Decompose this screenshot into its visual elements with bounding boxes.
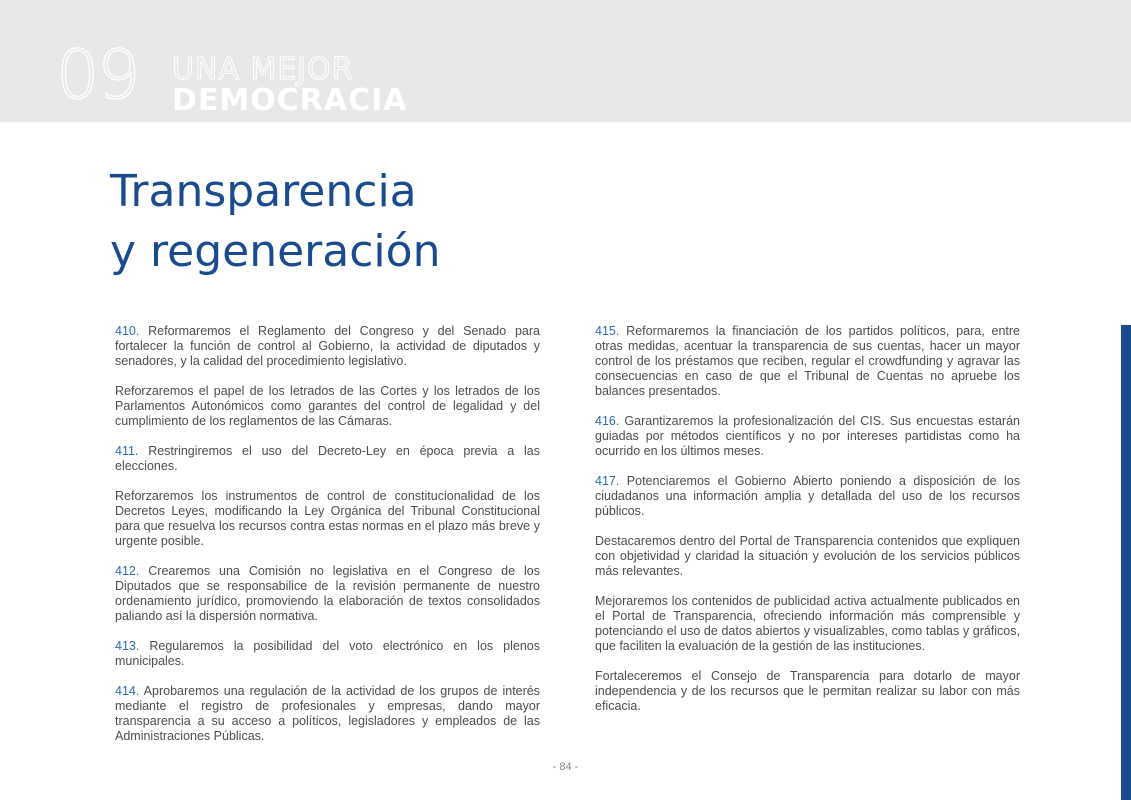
chapter-header-band — [0, 0, 1131, 122]
measure-number: 415. — [595, 324, 620, 338]
paragraph-414 — [115, 684, 540, 744]
paragraph-411-b — [115, 489, 540, 549]
paragraph-text: Potenciaremos el Gobierno Abierto poniendo a disposición de los ciudadanos una información amplia y detallada del uso de los recursos públicos. — [595, 474, 1020, 518]
paragraph-412 — [115, 564, 540, 624]
page-number: - 84 - — [552, 761, 579, 773]
side-accent-bar — [1121, 325, 1131, 800]
chapter-title-line2: DEMOCRACIA — [172, 83, 408, 118]
paragraph-text: Crearemos una Comisión no legislativa en el Congreso de los Diputados que se responsabilice de la revisión permanente de nuestro ordenamiento jurídico, promoviendo la elaboración de textos consolidados paliando así la dispersión normativa. — [115, 564, 540, 623]
paragraph-text: Reformaremos la financiación de los partidos políticos, para, entre otras medidas, acentuar la transparencia de sus cuentas, hacer un mayor control de los préstamos que reciben, regular el crowdfunding y agravar las consecuencias en caso de que el Tribunal de Cuentas no apruebe los balances presentados. — [595, 324, 1020, 398]
section-title-line2: y regeneración — [110, 226, 441, 277]
measure-number: 412. — [115, 564, 140, 578]
paragraph-416 — [595, 414, 1020, 459]
paragraph-text: Destacaremos dentro del Portal de Transparencia contenidos que expliquen con objetividad y claridad la situación y evolución de los servicios públicos más relevantes. — [595, 534, 1020, 578]
section-title — [110, 162, 710, 282]
paragraph-410-b — [115, 384, 540, 429]
measure-number: 417. — [595, 474, 620, 488]
paragraph-411 — [115, 444, 540, 474]
chapter-title-line1: UNA MEJOR — [172, 52, 354, 87]
paragraph-415 — [595, 324, 1020, 399]
paragraph-417-d — [595, 669, 1020, 714]
paragraph-text: Reforzaremos los instrumentos de control de constitucionalidad de los Decretos Leyes, modificando la Ley Orgánica del Tribunal Constitucional para que resuelva los recursos contra estas normas en el plazo más breve y urgente posible. — [115, 489, 540, 548]
measure-number: 416. — [595, 414, 620, 428]
paragraph-413 — [115, 639, 540, 669]
measure-number: 414. — [115, 684, 140, 698]
section-title-line1: Transparencia — [110, 166, 417, 217]
paragraph-text: Regularemos la posibilidad del voto electrónico en los plenos municipales. — [115, 639, 540, 668]
left-text-column — [115, 324, 540, 759]
paragraph-text: Fortaleceremos el Consejo de Transparencia para dotarlo de mayor independencia y de los recursos que le permitan realizar su labor con más eficacia. — [595, 669, 1020, 713]
measure-number: 411. — [115, 444, 139, 458]
paragraph-417 — [595, 474, 1020, 519]
paragraph-text: Restringiremos el uso del Decreto-Ley en época previa a las elecciones. — [115, 444, 540, 473]
right-text-column — [595, 324, 1020, 729]
paragraph-text: Mejoraremos los contenidos de publicidad activa actualmente publicados en el Portal de Transparencia, ofreciendo información más comprensible y potenciando el uso de datos abiertos y visualizables, como tablas y gráficos, que faciliten la evaluación de la gestión de las instituciones. — [595, 594, 1020, 653]
paragraph-text: Reforzaremos el papel de los letrados de las Cortes y los letrados de los Parlamentos Autonómicos como garantes del control de legalidad y del cumplimiento de los reglamentos de las Cámaras. — [115, 384, 540, 428]
paragraph-417-b — [595, 534, 1020, 579]
paragraph-417-c — [595, 594, 1020, 654]
paragraph-text: Reformaremos el Reglamento del Congreso y del Senado para fortalecer la función de control al Gobierno, la actividad de diputados y senadores, y la calidad del procedimiento legislativo. — [115, 324, 540, 368]
paragraph-410 — [115, 324, 540, 369]
measure-number: 410. — [115, 324, 140, 338]
paragraph-text: Garantizaremos la profesionalización del CIS. Sus encuestas estarán guiadas por métodos científicos y no por intereses partidistas como ha ocurrido en los últimos meses. — [595, 414, 1020, 458]
paragraph-text: Aprobaremos una regulación de la actividad de los grupos de interés mediante el registro de profesionales y empresas, dando mayor transparencia a su acceso a políticos, legisladores y empleados de las Administraciones Públicas. — [115, 684, 540, 743]
measure-number: 413. — [115, 639, 140, 653]
chapter-number: 09 — [56, 36, 139, 115]
